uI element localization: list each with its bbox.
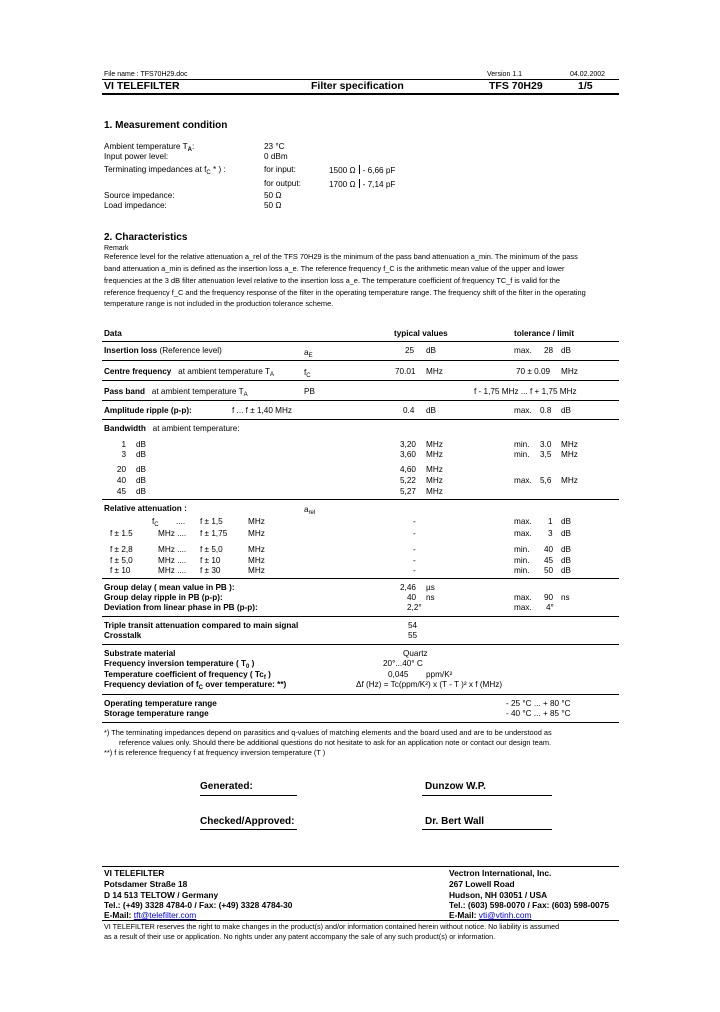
part-number: TFS 70H29 — [489, 80, 543, 92]
col-data: Data — [104, 329, 122, 338]
file-name: File name : TFS70H29.doc — [104, 71, 188, 78]
version: Version 1.1 — [487, 71, 523, 78]
page-number: 1/5 — [578, 80, 593, 92]
vectron-email-link[interactable]: vti@vtinh.com — [478, 910, 532, 920]
company-header: VI TELEFILTER — [104, 80, 180, 92]
col-typical: typical values — [394, 329, 448, 338]
remark-heading: Remark — [104, 245, 129, 252]
section2-title: 2. Characteristics — [104, 232, 188, 243]
telefilter-email-link[interactable]: tft@telefilter.com — [133, 910, 197, 920]
date: 04.02.2002 — [570, 71, 606, 78]
doc-title: Filter specification — [311, 80, 404, 92]
col-tolerance: tolerance / limit — [514, 329, 575, 338]
section1-title: 1. Measurement condition — [104, 120, 228, 131]
